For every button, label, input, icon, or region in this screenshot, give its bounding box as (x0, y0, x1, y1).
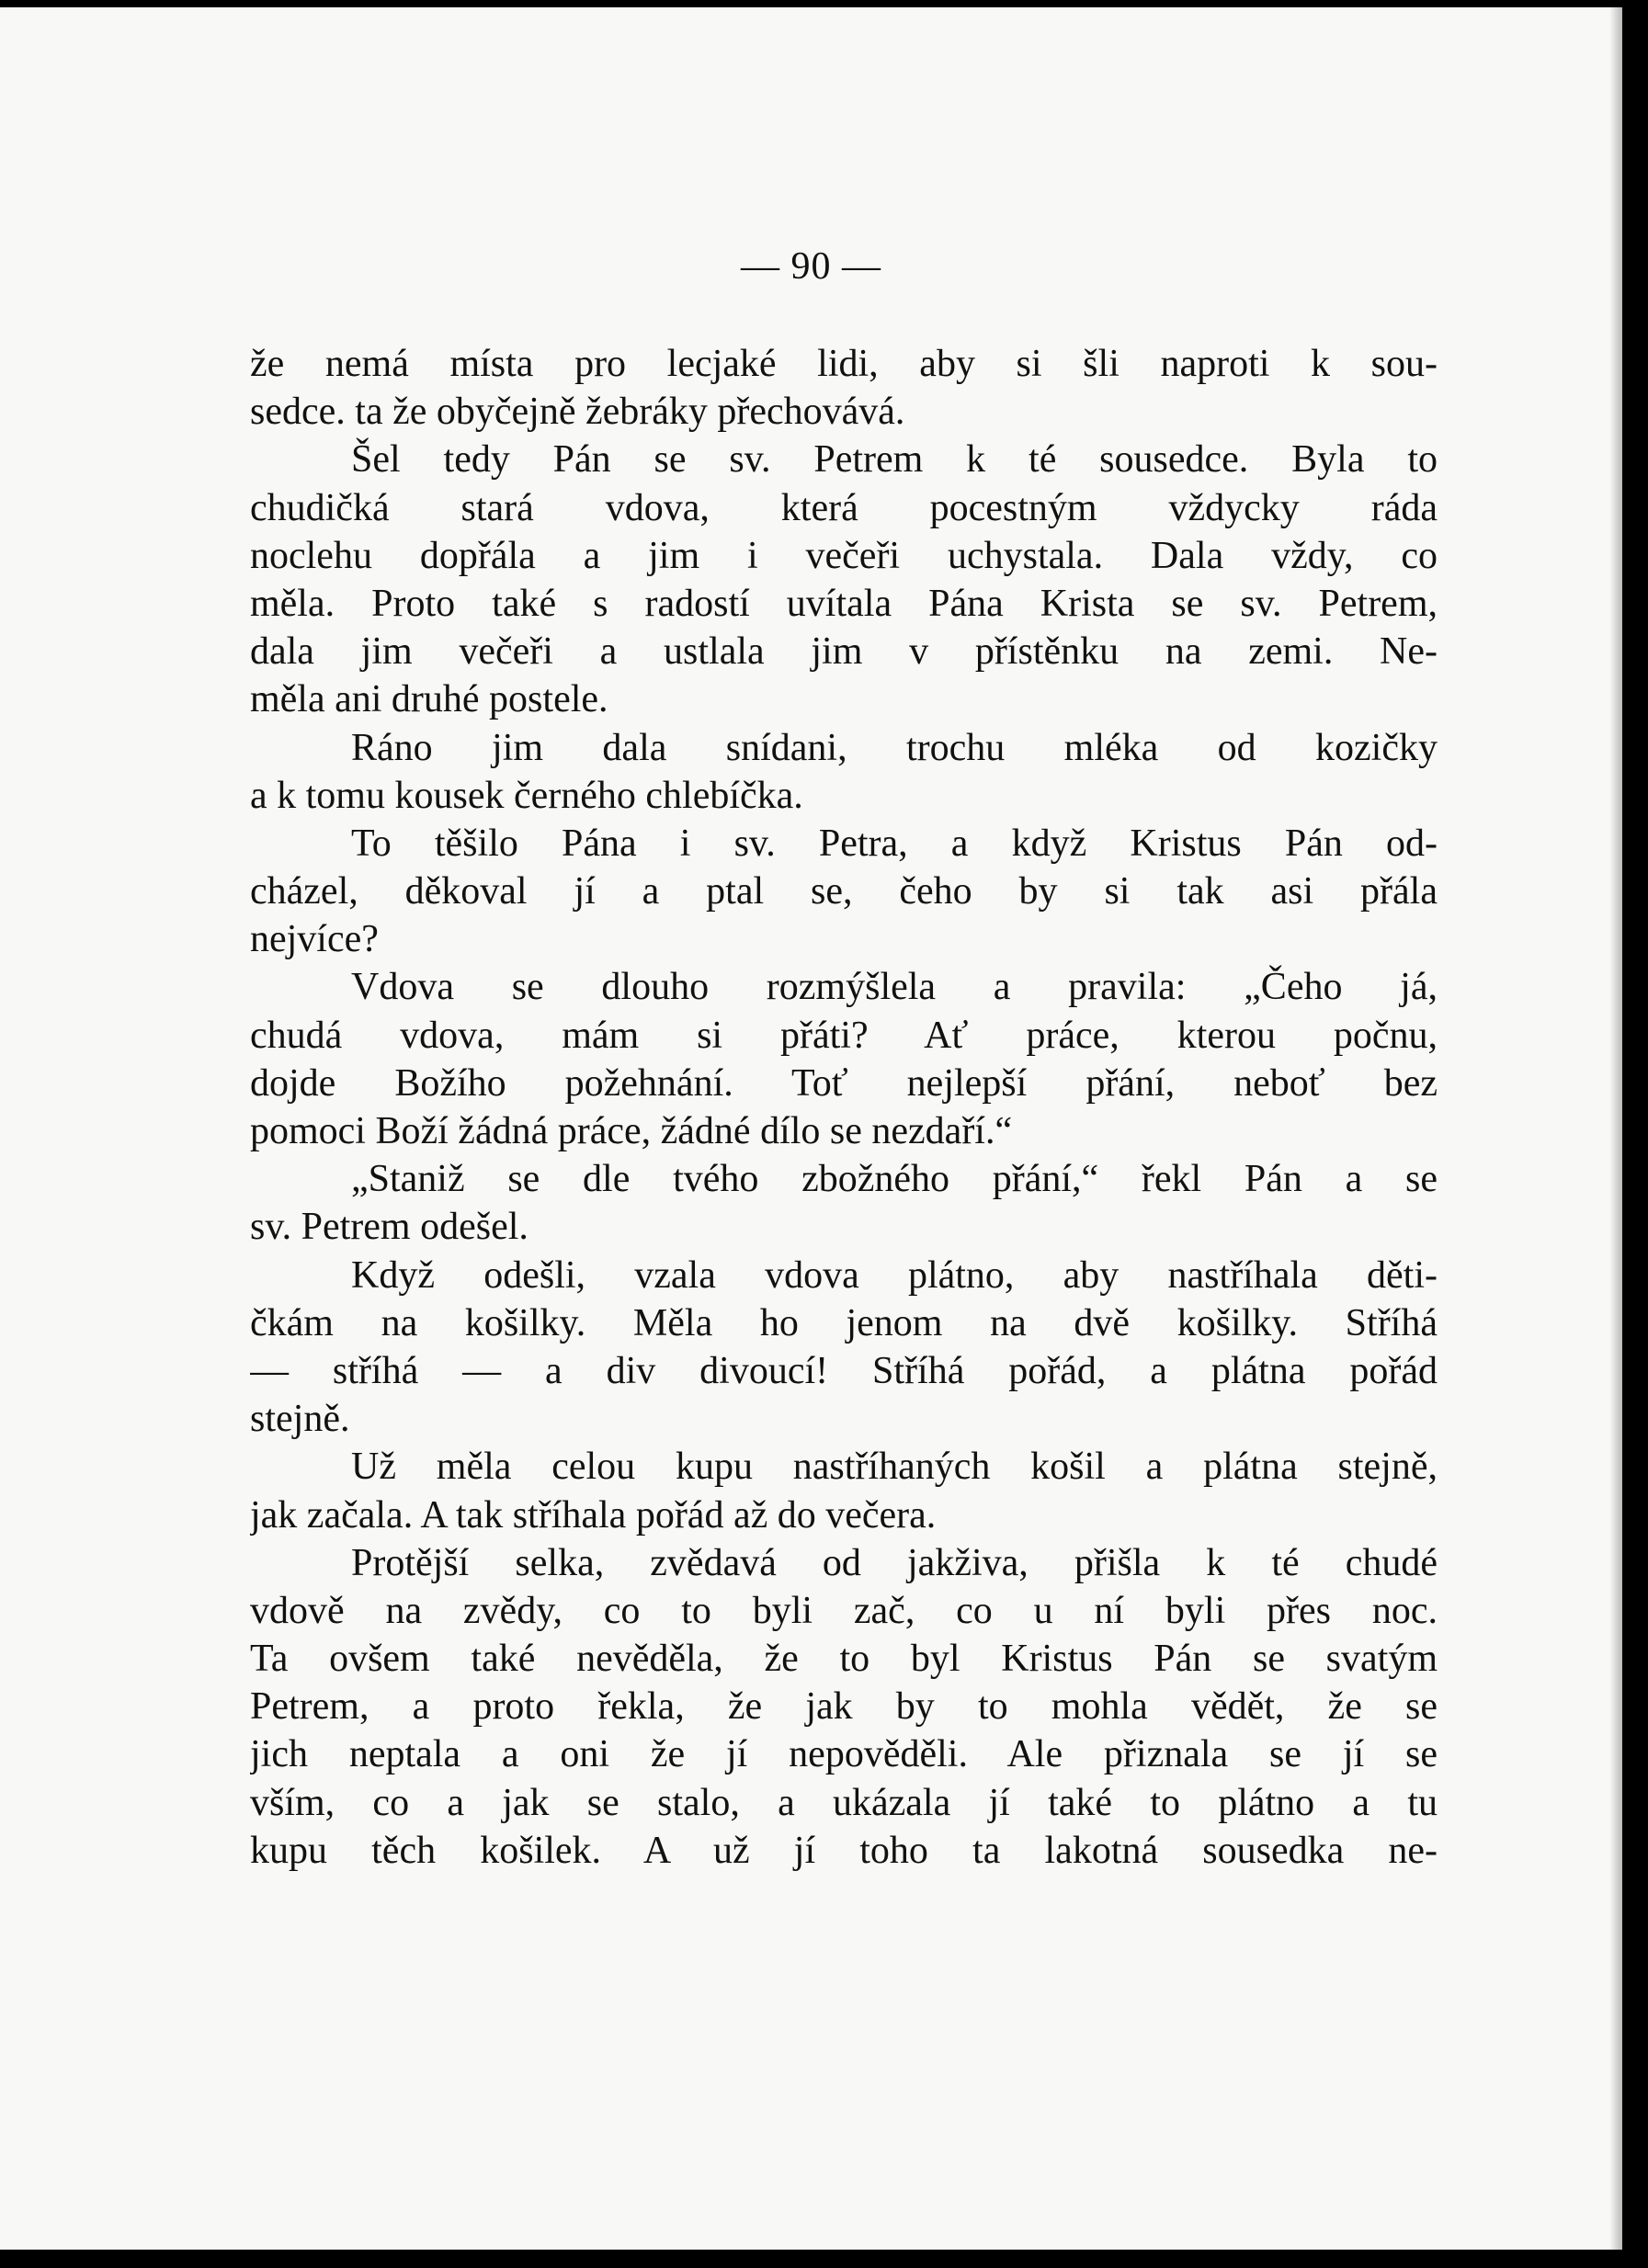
text-line: měla. Proto také s radostí uvítala Pána Krista se sv. Petrem, (250, 582, 1438, 625)
text-line: Už měla celou kupu nastříhaných košil a plátna stejně, (351, 1446, 1438, 1489)
text-line: vdově na zvědy, co to byli zač, co u ní byli přes noc. (250, 1589, 1438, 1632)
text-line: jich neptala a oni že jí nepověděli. Ale přiznala se jí se (250, 1733, 1438, 1776)
body-text (250, 340, 1438, 1875)
text-line: vším, co a jak se stalo, a ukázala jí také to plátno a tu (250, 1781, 1438, 1824)
text-line: chudá vdova, mám si přáti? Ať práce, kterou počnu, (250, 1014, 1438, 1057)
text-line: „Staniž se dle tvého zbožného přání,“ řekl Pán a se (351, 1158, 1438, 1201)
text-line: sv. Petrem odešel. (250, 1206, 528, 1249)
text-line: měla ani druhé postele. (250, 678, 608, 721)
page-number: — 90 — (741, 245, 881, 288)
text-line: sedce. ta že obyčejně žebráky přechovává. (250, 391, 905, 434)
text-line: a k tomu kousek černého chlebíčka. (250, 774, 803, 817)
text-line: Šel tedy Pán se sv. Petrem k té sousedce. Byla to (351, 438, 1438, 482)
text-line: nejvíce? (250, 918, 379, 961)
text-line: cházel, děkoval jí a ptal se, čeho by si tak asi přála (250, 870, 1438, 913)
text-line: Když odešli, vzala vdova plátno, aby nastříhala děti- (351, 1253, 1438, 1297)
text-line: čkám na košilky. Měla ho jenom na dvě košilky. Stříhá (250, 1301, 1438, 1344)
text-line: Ta ovšem také nevěděla, že to byl Kristus Pán se svatým (250, 1638, 1438, 1681)
text-line: kupu těch košilek. A už jí toho ta lakotná sousedka ne- (250, 1829, 1438, 1872)
text-line: pomoci Boží žádná práce, žádné dílo se nezdaří.“ (250, 1110, 1013, 1152)
text-line: — stříhá — a div divoucí! Stříhá pořád, a plátna pořád (250, 1349, 1438, 1392)
text-line: jak začala. A tak stříhala pořád až do večera. (250, 1493, 937, 1537)
text-line: dojde Božího požehnání. Toť nejlepší přání, neboť bez (250, 1061, 1438, 1105)
text-line: chudičká stará vdova, která pocestným vždycky ráda (250, 486, 1438, 529)
text-line: noclehu dopřála a jim i večeři uchystala. Dala vždy, co (250, 534, 1438, 577)
text-line: To těšilo Pána i sv. Petra, a když Kristus Pán od- (351, 822, 1438, 865)
text-line: Vdova se dlouho rozmýšlela a pravila: „Čeho já, (351, 966, 1438, 1009)
text-line: stejně. (250, 1398, 350, 1441)
text-line: Protější selka, zvědavá od jakživa, přišla k té chudé (351, 1541, 1438, 1584)
text-line: Petrem, a proto řekla, že jak by to mohla vědět, že se (250, 1685, 1438, 1729)
book-page (0, 7, 1622, 2250)
text-line: že nemá místa pro lecjaké lidi, aby si šli naproti k sou- (250, 343, 1438, 385)
text-line: dala jim večeři a ustlala jim v přístěnku na zemi. Ne- (250, 630, 1438, 674)
text-line: Ráno jim dala snídani, trochu mléka od kozičky (351, 726, 1438, 769)
